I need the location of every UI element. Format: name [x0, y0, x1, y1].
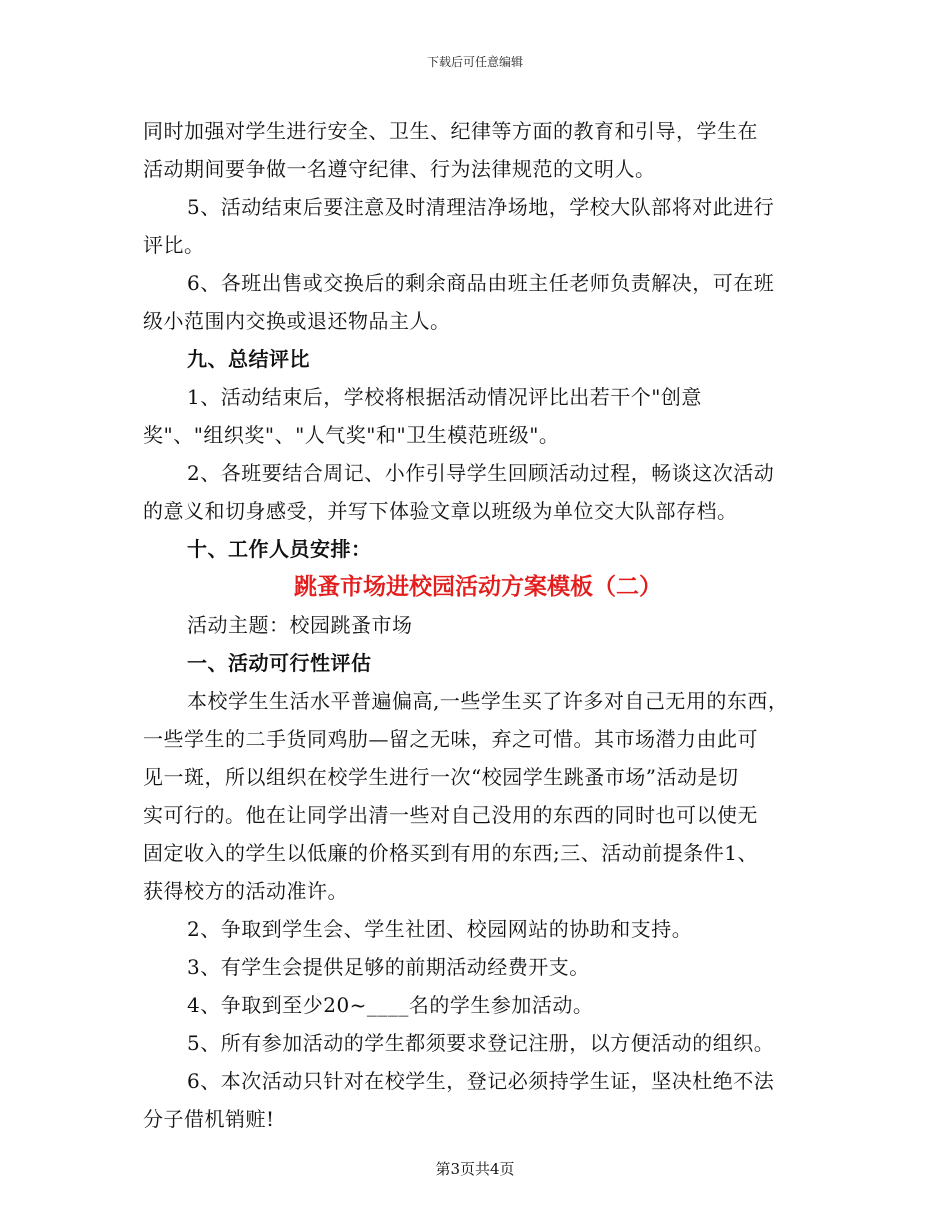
document-body	[143, 112, 813, 1138]
section-heading: 一、活动可行性评估	[187, 651, 372, 675]
paragraph-line: 2、各班要结合周记、小作引导学生回顾活动过程，畅谈这次活动	[187, 461, 775, 485]
page-header: 下载后可任意编辑	[426, 55, 523, 69]
paragraph-line: 实可行的。他在让同学出清一些对自己没用的东西的同时也可以使无	[143, 803, 758, 827]
paragraph-line: 5、所有参加活动的学生都须要求登记注册，以方便活动的组织。	[187, 1031, 775, 1055]
paragraph-line: 6、各班出售或交换后的剩余商品由班主任老师负责解决，可在班	[187, 271, 775, 295]
paragraph-line: 1、活动结束后，学校将根据活动情况评比出若干个"创意	[187, 385, 702, 409]
section-heading: 九、总结评比	[187, 347, 310, 371]
paragraph-line: 5、活动结束后要注意及时清理洁净场地，学校大队部将对此进行	[187, 195, 775, 219]
section-title: 跳蚤市场进校园活动方案模板（二）	[294, 573, 662, 600]
paragraph-line: 评比。	[143, 233, 205, 257]
paragraph-line: 活动主题：校园跳蚤市场	[187, 613, 413, 637]
paragraph-line: 分子借机销赃!	[143, 1107, 275, 1131]
paragraph-line: 3、有学生会提供足够的前期活动经费开支。	[187, 955, 590, 979]
paragraph-line: 的意义和切身感受，并写下体验文章以班级为单位交大队部存档。	[143, 499, 738, 523]
section-heading: 十、工作人员安排：	[187, 537, 372, 561]
paragraph-line: 同时加强对学生进行安全、卫生、纪律等方面的教育和引导，学生在	[143, 119, 758, 143]
paragraph-line: 2、争取到学生会、学生社团、校园网站的协助和支持。	[187, 917, 693, 941]
paragraph-line: 6、本次活动只针对在校学生，登记必须持学生证，坚决杜绝不法	[187, 1069, 775, 1093]
paragraph-line: 4、争取到至少20~____名的学生参加活动。	[187, 993, 594, 1017]
paragraph-line: 一些学生的二手货同鸡肋—留之无味，弃之可惜。其市场潜力由此可	[143, 727, 758, 751]
paragraph-line: 固定收入的学生以低廉的价格买到有用的东西;三、活动前提条件1、	[143, 841, 758, 865]
paragraph-line: 见一斑，所以组织在校学生进行一次“校园学生跳蚤市场”活动是切	[143, 765, 739, 789]
paragraph-line: 奖"、"组织奖"、"人气奖"和"卫生模范班级"。	[143, 423, 560, 447]
page-footer: 第3页共4页	[435, 1160, 515, 1178]
paragraph-line: 本校学生生活水平普遍偏高,一些学生买了许多对自己无用的东西，	[187, 689, 789, 713]
paragraph-line: 级小范围内交换或退还物品主人。	[143, 309, 451, 333]
paragraph-line: 获得校方的活动准许。	[143, 879, 348, 903]
paragraph-line: 活动期间要争做一名遵守纪律、行为法律规范的文明人。	[143, 157, 656, 181]
